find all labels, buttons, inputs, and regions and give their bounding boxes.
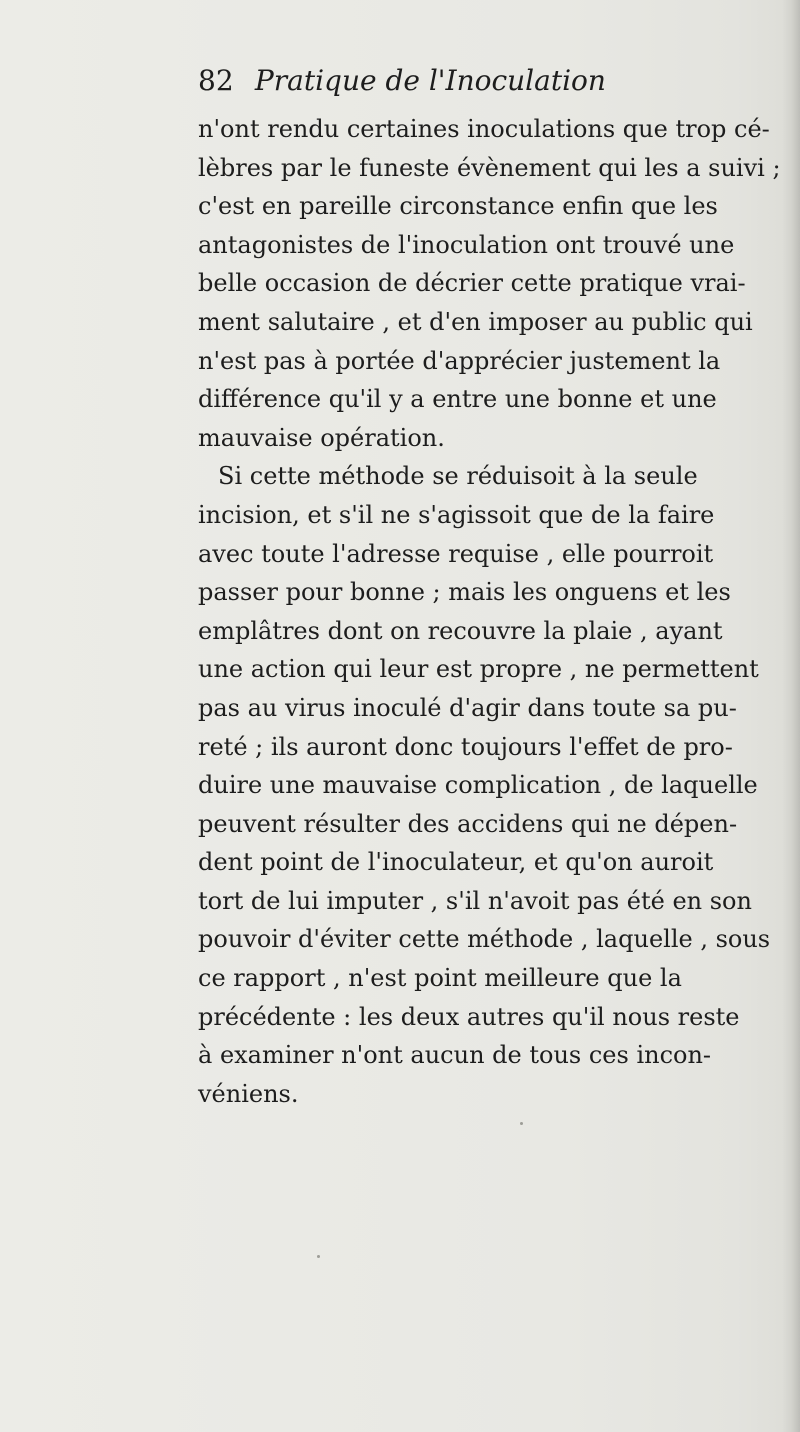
text-line: véniens. (198, 1079, 299, 1108)
text-line: ment salutaire , et d'en imposer au public qui (198, 307, 753, 336)
page-number: 82 (198, 64, 234, 97)
running-title: Pratique de l'Inoculation (254, 64, 606, 97)
text-line: duire une mauvaise complication , de laquelle (198, 771, 758, 800)
text-line: belle occasion de décrier cette pratique vrai- (198, 269, 746, 298)
text-line: dent point de l'inoculateur, et qu'on auroit (198, 848, 714, 877)
text-line: une action qui leur est propre , ne permettent (198, 655, 759, 684)
text-line: pas au virus inoculé d'agir dans toute sa pu- (198, 693, 737, 722)
text-line: passer pour bonne ; mais les onguens et les (198, 578, 731, 607)
text-line: lèbres par le funeste évènement qui les a suivi ; (198, 153, 781, 182)
text-line: précédente : les deux autres qu'il nous reste (198, 1002, 740, 1031)
text-line: tort de lui imputer , s'il n'avoit pas été en son (198, 886, 752, 915)
text-line: reté ; ils auront donc toujours l'effet de pro- (198, 732, 733, 761)
paper-speck (520, 1122, 523, 1125)
text-line: antagonistes de l'inoculation ont trouvé une (198, 230, 735, 259)
text-line: n'ont rendu certaines inoculations que trop cé- (198, 115, 770, 143)
paper-speck (317, 1255, 320, 1258)
text-line: n'est pas à portée d'apprécier justement la (198, 346, 721, 375)
text-line: avec toute l'adresse requise , elle pourroit (198, 539, 714, 568)
text-line: emplâtres dont on recouvre la plaie , ayant (198, 616, 723, 645)
text-line: mauvaise opération. (198, 423, 445, 452)
text-line: incision, et s'il ne s'agissoit que de la faire (198, 500, 715, 529)
text-line: peuvent résulter des accidens qui ne dépen- (198, 809, 738, 838)
paragraph-start-line: Si cette méthode se réduisoit à la seule (218, 462, 698, 491)
body-text (198, 110, 781, 1113)
page-edge-shadow (782, 0, 800, 1432)
text-line: c'est en pareille circonstance enfin que les (198, 192, 718, 221)
text-line: ce rapport , n'est point meilleure que la (198, 964, 682, 993)
text-line: pouvoir d'éviter cette méthode , laquelle , sous (198, 925, 771, 954)
text-line: à examiner n'ont aucun de tous ces incon- (198, 1041, 712, 1070)
page-header (198, 64, 606, 98)
text-line: différence qu'il y a entre une bonne et une (198, 385, 717, 414)
